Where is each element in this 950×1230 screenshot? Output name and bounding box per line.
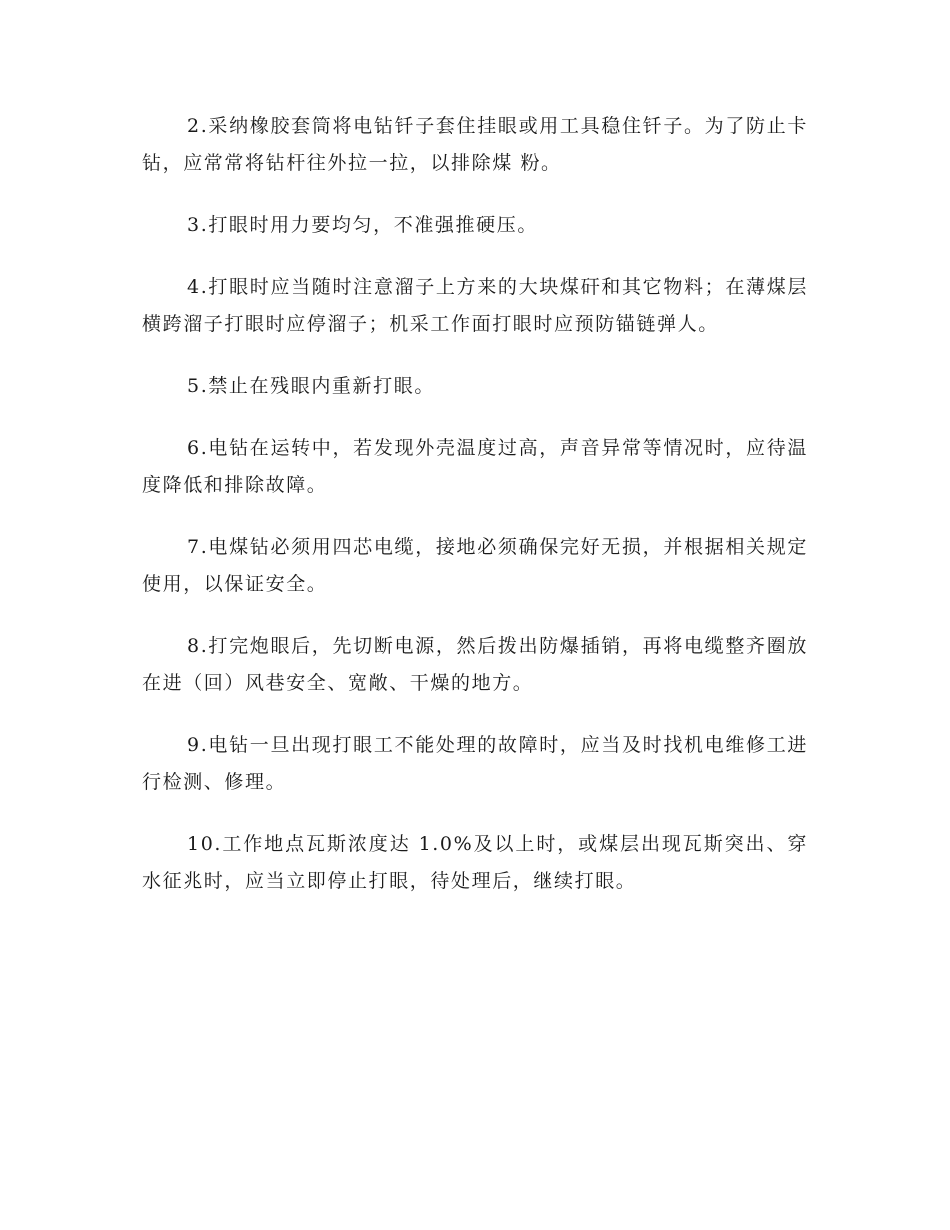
paragraph-item-3: 3.打眼时用力要均匀，不准强推硬压。 bbox=[187, 214, 538, 236]
paragraph-item-9: 9.电钻一旦出现打眼工不能处理的故障时，应当及时找机电维修工进行检测、修理。 bbox=[142, 734, 808, 793]
document-page bbox=[142, 108, 808, 925]
paragraph-item-2: 2.采纳橡胶套筒将电钻钎子套住挂眼或用工具稳住钎子。为了防止卡钻，应常常将钻杆往外拉一拉，以排除煤 粉。 bbox=[142, 115, 808, 174]
paragraph-item-10: 10.工作地点瓦斯浓度达 1.0%及以上时，或煤层出现瓦斯突出、穿水征兆时，应当立即停止打眼，待处理后，继续打眼。 bbox=[142, 833, 808, 892]
paragraph-item-8: 8.打完炮眼后，先切断电源，然后拨出防爆插销，再将电缆整齐圈放在进（回）风巷安全、宽敞、干燥的地方。 bbox=[142, 635, 808, 694]
paragraph-item-5: 5.禁止在残眼内重新打眼。 bbox=[187, 375, 435, 397]
paragraph-item-4: 4.打眼时应当随时注意溜子上方来的大块煤矸和其它物料；在薄煤层横跨溜子打眼时应停溜子；机采工作面打眼时应预防锚链弹人。 bbox=[142, 276, 808, 335]
paragraph-item-6: 6.电钻在运转中，若发现外壳温度过高，声音异常等情况时，应待温度降低和排除故障。 bbox=[142, 437, 808, 496]
paragraph-item-7: 7.电煤钻必须用四芯电缆，接地必须确保完好无损，并根据相关规定使用，以保证安全。 bbox=[142, 536, 808, 595]
